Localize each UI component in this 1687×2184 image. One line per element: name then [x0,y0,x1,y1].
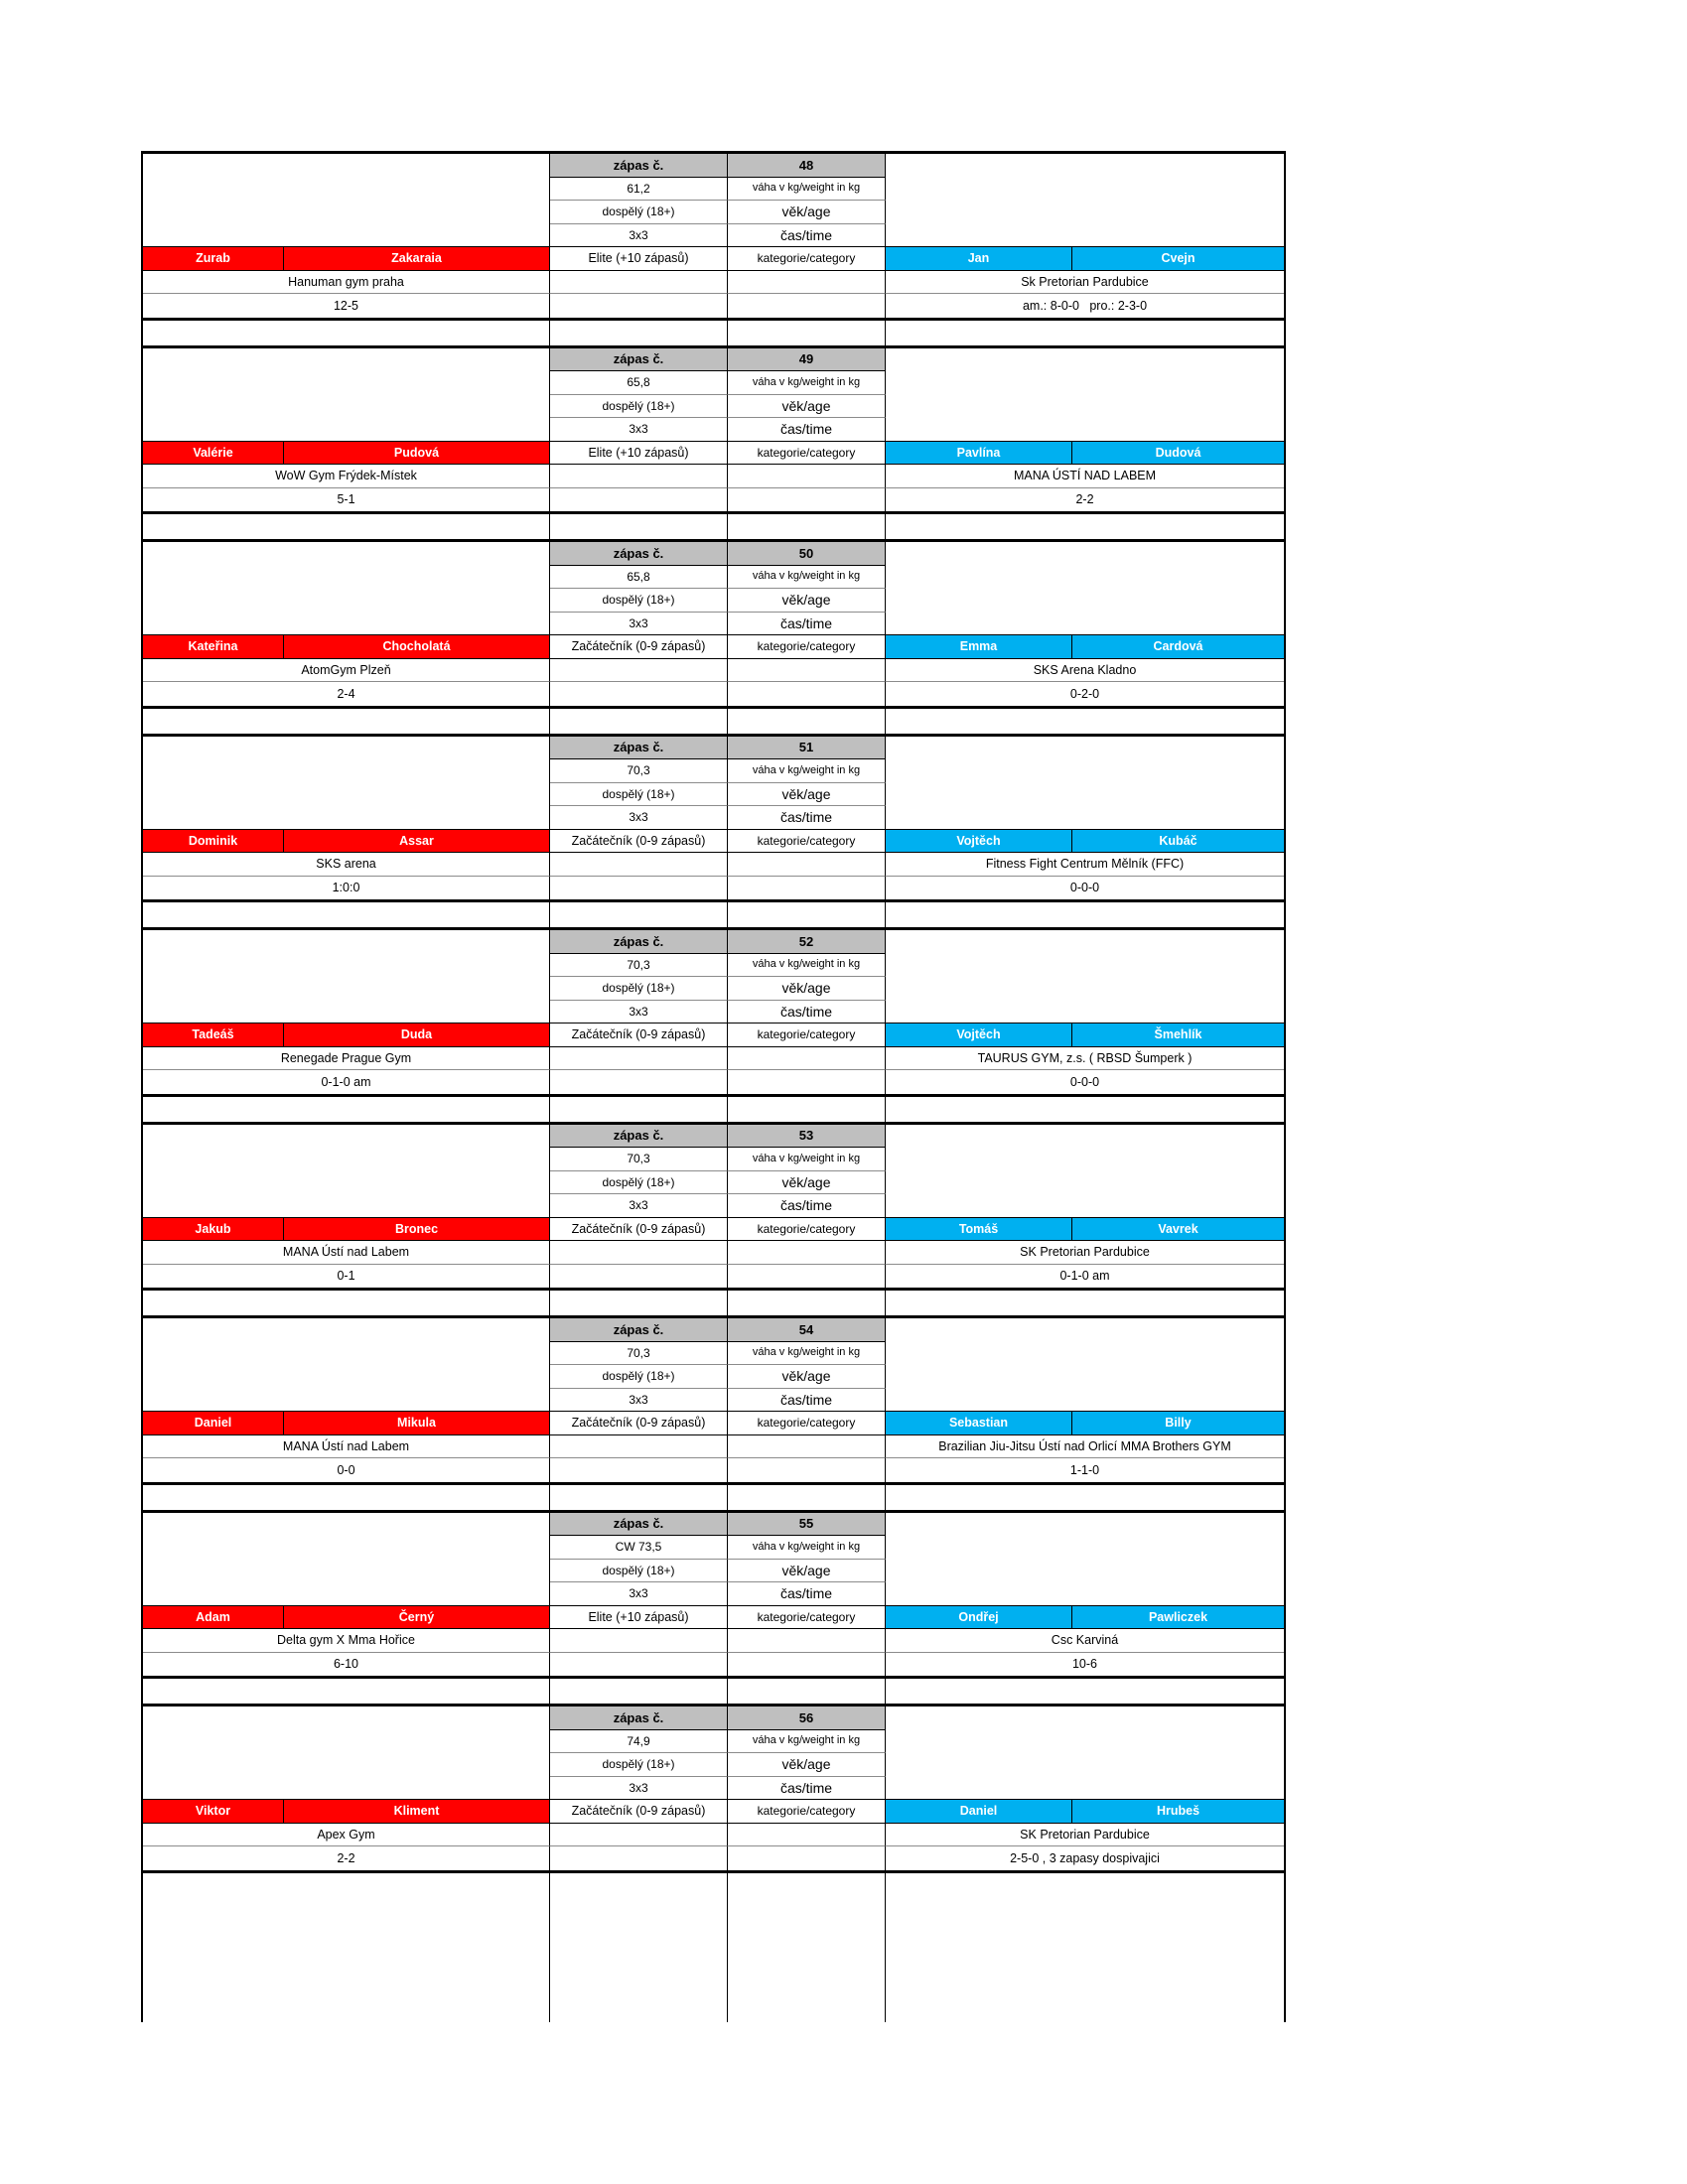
red-record: 12-5 [143,294,550,318]
empty-cell [550,1846,728,1870]
age-label: věk/age [728,1753,886,1777]
weight-value: 74,9 [550,1730,728,1754]
blue-record: 2-5-0 , 3 zapasy dospivajici [1010,1850,1160,1865]
time-label: čas/time [728,1389,886,1413]
match-number: 52 [728,930,886,954]
blue-fighter-last-name: Hrubeš [1072,1800,1284,1824]
weight-label: váha v kg/weight in kg [728,1148,886,1171]
blue-record: 0-0-0 [1069,1074,1100,1089]
age-value: dospělý (18+) [550,1753,728,1777]
separator-cell [143,1291,550,1315]
age-label: věk/age [728,1365,886,1389]
separator-row [141,321,1286,345]
time-label: čas/time [728,1777,886,1801]
red-gym: AtomGym Plzeň [143,659,550,683]
age-label: věk/age [728,783,886,807]
weight-label: váha v kg/weight in kg [728,1342,886,1366]
separator-cell [550,1485,728,1510]
red-gym: Apex Gym [143,1824,550,1847]
red-gym: MANA Ústí nad Labem [143,1241,550,1265]
red-fighter-first-name: Dominik [143,830,284,854]
empty-cell [550,1241,728,1265]
separator-cell [728,1485,886,1510]
match-block [141,1704,1286,1873]
red-fighter-last-name: Chocholatá [284,635,550,659]
separator-cell [728,514,886,539]
empty-cell [728,1458,886,1482]
rounds-value: 3x3 [550,1194,728,1218]
red-record: 0-1 [143,1265,550,1289]
empty-left-region [143,1706,550,1800]
empty-cell [728,1241,886,1265]
separator-cell [886,1485,1284,1510]
empty-cell [728,465,886,488]
empty-cell [550,1824,728,1847]
trailing-empty-area [141,1898,1286,2022]
age-label: věk/age [728,589,886,613]
separator-cell [886,1291,1284,1315]
weight-label: váha v kg/weight in kg [728,1730,886,1754]
empty-left-region [143,348,550,442]
blue-fighter-last-name: Cardová [1072,635,1284,659]
empty-cell [550,1047,728,1071]
blue-record: 0-0-0 [1069,881,1100,894]
category-label: kategorie/category [728,247,886,271]
match-no-label: zápas č. [550,542,728,566]
separator-cell [728,1291,886,1315]
empty-cell [550,488,728,512]
age-value: dospělý (18+) [550,1365,728,1389]
empty-right-region [886,930,1284,1024]
weight-label: váha v kg/weight in kg [728,954,886,978]
red-gym: Hanuman gym praha [143,271,550,295]
red-gym: Delta gym X Mma Hořice [143,1629,550,1653]
match-number: 54 [728,1318,886,1342]
empty-left-region [143,1513,550,1606]
empty-right-region [886,1125,1284,1218]
separator-cell [550,1873,728,1898]
category-label: kategorie/category [728,442,886,466]
category-value: Začátečník (0-9 zápasů) [550,635,728,659]
blue-fighter-first-name: Daniel [886,1800,1072,1824]
blue-fighter-last-name: Kubáč [1072,830,1284,854]
age-value: dospělý (18+) [550,977,728,1001]
match-number: 53 [728,1125,886,1149]
blue-fighter-last-name: Dudová [1072,442,1284,466]
separator-row [141,1485,1286,1510]
red-fighter-first-name: Viktor [143,1800,284,1824]
red-gym: Renegade Prague Gym [143,1047,550,1071]
empty-cell [550,682,728,706]
category-label: kategorie/category [728,1412,886,1435]
weight-value: 70,3 [550,954,728,978]
separator-cell [143,321,550,345]
separator-row [141,1291,1286,1315]
empty-right-region [886,348,1284,442]
age-value: dospělý (18+) [550,1171,728,1195]
blue-record: 2-2 [1075,492,1094,506]
category-label: kategorie/category [728,1024,886,1047]
red-fighter-last-name: Černý [284,1606,550,1630]
age-label: věk/age [728,977,886,1001]
blue-record: 1-1-0 [1069,1462,1100,1477]
empty-cell [550,271,728,295]
match-no-label: zápas č. [550,1318,728,1342]
age-value: dospělý (18+) [550,395,728,419]
rounds-value: 3x3 [550,1582,728,1606]
match-block [141,927,1286,1097]
empty-cell [728,1047,886,1071]
weight-value: 65,8 [550,371,728,395]
match-block [141,1122,1286,1292]
rounds-value: 3x3 [550,1001,728,1024]
red-record: 2-4 [143,682,550,706]
red-fighter-last-name: Duda [284,1024,550,1047]
weight-label: váha v kg/weight in kg [728,759,886,783]
empty-right-region [886,542,1284,635]
blue-record: 0-2-0 [1069,686,1100,701]
red-fighter-last-name: Bronec [284,1218,550,1242]
match-number: 51 [728,737,886,760]
time-label: čas/time [728,1001,886,1024]
separator-cell [886,1898,1284,2022]
match-no-label: zápas č. [550,1125,728,1149]
rounds-value: 3x3 [550,224,728,248]
weight-value: 61,2 [550,178,728,202]
empty-cell [550,1629,728,1653]
blue-fighter-last-name: Vavrek [1072,1218,1284,1242]
empty-cell [550,877,728,900]
empty-right-region [886,154,1284,247]
blue-fighter-first-name: Jan [886,247,1072,271]
category-label: kategorie/category [728,1606,886,1630]
separator-cell [728,1898,886,2022]
red-fighter-first-name: Kateřina [143,635,284,659]
blue-record: am.: 8-0-0 pro.: 2-3-0 [1022,298,1148,313]
category-value: Začátečník (0-9 zápasů) [550,830,728,854]
empty-cell [728,1629,886,1653]
red-fighter-first-name: Jakub [143,1218,284,1242]
match-block [141,151,1286,321]
age-value: dospělý (18+) [550,589,728,613]
red-fighter-last-name: Zakaraia [284,247,550,271]
separator-cell [550,321,728,345]
separator-cell [143,1097,550,1122]
red-gym: WoW Gym Frýdek-Místek [143,465,550,488]
empty-cell [728,682,886,706]
separator-cell [886,321,1284,345]
blue-gym: Csc Karviná [886,1629,1284,1653]
red-fighter-first-name: Adam [143,1606,284,1630]
separator-cell [886,514,1284,539]
separator-cell [550,1097,728,1122]
age-value: dospělý (18+) [550,1560,728,1583]
rounds-value: 3x3 [550,806,728,830]
match-no-label: zápas č. [550,1513,728,1537]
blue-gym: Brazilian Jiu-Jitsu Ústí nad Orlicí MMA Brothers GYM [886,1435,1284,1459]
blue-fighter-first-name: Tomáš [886,1218,1072,1242]
time-label: čas/time [728,1194,886,1218]
age-label: věk/age [728,395,886,419]
separator-cell [143,709,550,734]
empty-cell [550,1265,728,1289]
empty-right-region [886,1513,1284,1606]
red-record: 5-1 [143,488,550,512]
separator-cell [143,1485,550,1510]
rounds-value: 3x3 [550,1389,728,1413]
empty-cell [728,1265,886,1289]
empty-cell [550,659,728,683]
blue-gym: Sk Pretorian Pardubice [886,271,1284,295]
separator-cell [886,902,1284,927]
time-label: čas/time [728,224,886,248]
empty-cell [728,294,886,318]
empty-left-region [143,1125,550,1218]
blue-fighter-last-name: Cvejn [1072,247,1284,271]
empty-left-region [143,930,550,1024]
category-value: Elite (+10 zápasů) [550,1606,728,1630]
match-list [141,151,1286,2022]
empty-cell [550,1458,728,1482]
empty-cell [550,1653,728,1677]
empty-cell [728,659,886,683]
empty-cell [550,294,728,318]
separator-cell [143,1873,550,1898]
separator-row [141,514,1286,539]
match-number: 49 [728,348,886,372]
weight-value: 70,3 [550,759,728,783]
separator-cell [886,1873,1284,1898]
time-label: čas/time [728,418,886,442]
red-fighter-first-name: Valérie [143,442,284,466]
blue-fighter-last-name: Pawliczek [1072,1606,1284,1630]
separator-cell [143,1898,550,2022]
age-value: dospělý (18+) [550,201,728,224]
red-record: 0-1-0 am [143,1070,550,1094]
blue-gym: TAURUS GYM, z.s. ( RBSD Šumperk ) [886,1047,1284,1071]
red-fighter-last-name: Pudová [284,442,550,466]
empty-cell [550,1070,728,1094]
red-record: 1:0:0 [143,877,550,900]
empty-cell [728,1653,886,1677]
separator-cell [143,514,550,539]
category-value: Začátečník (0-9 zápasů) [550,1800,728,1824]
match-number: 48 [728,154,886,178]
blue-fighter-first-name: Sebastian [886,1412,1072,1435]
age-label: věk/age [728,1171,886,1195]
empty-left-region [143,1318,550,1412]
separator-row [141,1097,1286,1122]
separator-row [141,1679,1286,1704]
blue-gym: SKS Arena Kladno [886,659,1284,683]
separator-cell [728,1097,886,1122]
match-block [141,734,1286,903]
category-label: kategorie/category [728,1218,886,1242]
red-record: 6-10 [143,1653,550,1677]
match-no-label: zápas č. [550,154,728,178]
separator-cell [550,1291,728,1315]
empty-cell [728,853,886,877]
separator-cell [728,1679,886,1704]
separator-row [141,1873,1286,1898]
empty-right-region [886,1706,1284,1800]
weight-value: CW 73,5 [550,1536,728,1560]
match-number: 55 [728,1513,886,1537]
separator-row [141,902,1286,927]
separator-cell [728,321,886,345]
match-number: 50 [728,542,886,566]
weight-label: váha v kg/weight in kg [728,566,886,590]
weight-value: 70,3 [550,1342,728,1366]
weight-value: 70,3 [550,1148,728,1171]
empty-right-region [886,1318,1284,1412]
separator-cell [550,514,728,539]
blue-fighter-first-name: Vojtěch [886,830,1072,854]
weight-label: váha v kg/weight in kg [728,371,886,395]
separator-cell [728,902,886,927]
empty-cell [550,465,728,488]
rounds-value: 3x3 [550,1777,728,1801]
category-label: kategorie/category [728,1800,886,1824]
age-label: věk/age [728,1560,886,1583]
separator-cell [550,902,728,927]
category-value: Začátečník (0-9 zápasů) [550,1024,728,1047]
red-fighter-first-name: Zurab [143,247,284,271]
match-block [141,1510,1286,1680]
blue-record: 10-6 [1071,1657,1098,1671]
separator-cell [886,1679,1284,1704]
blue-gym: SK Pretorian Pardubice [886,1824,1284,1847]
category-value: Elite (+10 zápasů) [550,442,728,466]
empty-left-region [143,154,550,247]
empty-cell [728,1070,886,1094]
category-label: kategorie/category [728,635,886,659]
age-label: věk/age [728,201,886,224]
empty-cell [728,488,886,512]
category-label: kategorie/category [728,830,886,854]
time-label: čas/time [728,806,886,830]
blue-fighter-last-name: Billy [1072,1412,1284,1435]
match-no-label: zápas č. [550,737,728,760]
separator-cell [550,709,728,734]
match-number: 56 [728,1706,886,1730]
rounds-value: 3x3 [550,418,728,442]
empty-cell [728,271,886,295]
weight-label: váha v kg/weight in kg [728,178,886,202]
empty-cell [550,1435,728,1459]
separator-cell [550,1679,728,1704]
separator-cell [728,1873,886,1898]
red-fighter-last-name: Assar [284,830,550,854]
separator-cell [886,709,1284,734]
rounds-value: 3x3 [550,613,728,636]
red-fighter-last-name: Kliment [284,1800,550,1824]
empty-cell [728,1435,886,1459]
match-no-label: zápas č. [550,348,728,372]
red-record: 0-0 [143,1458,550,1482]
age-value: dospělý (18+) [550,783,728,807]
weight-value: 65,8 [550,566,728,590]
empty-cell [728,877,886,900]
blue-gym: Fitness Fight Centrum Mělník (FFC) [886,853,1284,877]
time-label: čas/time [728,1582,886,1606]
blue-fighter-first-name: Ondřej [886,1606,1072,1630]
red-record: 2-2 [143,1846,550,1870]
red-fighter-first-name: Tadeáš [143,1024,284,1047]
blue-gym: SK Pretorian Pardubice [886,1241,1284,1265]
red-gym: SKS arena [143,853,550,877]
separator-row [141,709,1286,734]
category-value: Elite (+10 zápasů) [550,247,728,271]
blue-fighter-last-name: Šmehlík [1072,1024,1284,1047]
empty-cell [550,853,728,877]
empty-cell [728,1846,886,1870]
empty-right-region [886,737,1284,830]
match-block [141,539,1286,709]
empty-cell [728,1824,886,1847]
blue-fighter-first-name: Vojtěch [886,1024,1072,1047]
match-no-label: zápas č. [550,1706,728,1730]
time-label: čas/time [728,613,886,636]
empty-left-region [143,542,550,635]
blue-record: 0-1-0 am [1059,1269,1110,1283]
separator-cell [550,1898,728,2022]
red-fighter-last-name: Mikula [284,1412,550,1435]
match-block [141,345,1286,515]
blue-fighter-first-name: Pavlína [886,442,1072,466]
category-value: Začátečník (0-9 zápasů) [550,1412,728,1435]
weight-label: váha v kg/weight in kg [728,1536,886,1560]
separator-cell [728,709,886,734]
red-fighter-first-name: Daniel [143,1412,284,1435]
separator-cell [143,1679,550,1704]
red-gym: MANA Ústí nad Labem [143,1435,550,1459]
match-block [141,1315,1286,1485]
separator-cell [886,1097,1284,1122]
separator-cell [143,902,550,927]
empty-left-region [143,737,550,830]
blue-gym: MANA ÚSTÍ NAD LABEM [886,465,1284,488]
category-value: Začátečník (0-9 zápasů) [550,1218,728,1242]
match-no-label: zápas č. [550,930,728,954]
blue-fighter-first-name: Emma [886,635,1072,659]
